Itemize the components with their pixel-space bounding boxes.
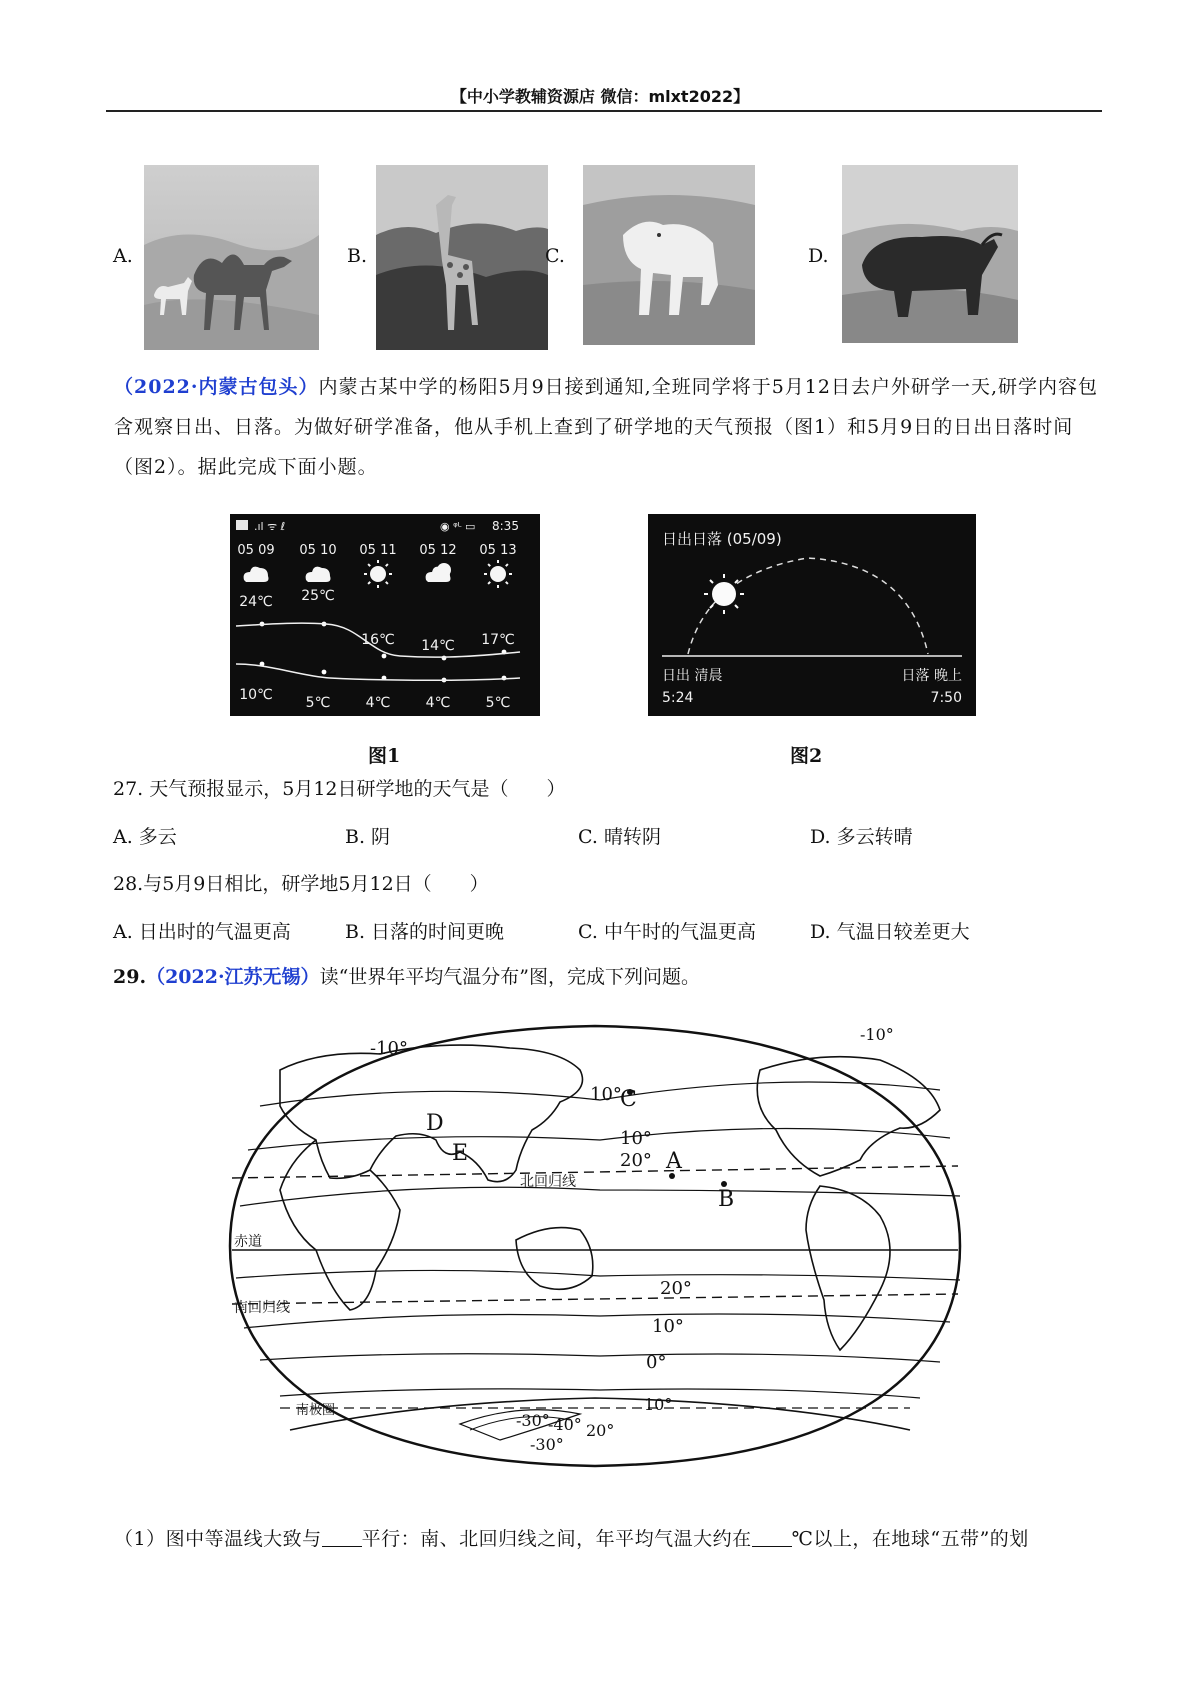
forecast-date: 05 13: [479, 543, 517, 558]
low-temp-curve: [236, 664, 520, 680]
q27-option-d: D. 多云转晴: [810, 826, 913, 848]
low-temp: 10℃: [239, 687, 273, 703]
intro-paragraph: [114, 367, 1099, 487]
q28-option-a: A. 日出时的气温更高: [113, 921, 291, 943]
figure1-caption: 图1: [368, 745, 401, 767]
yak-photo: [842, 165, 1018, 343]
q29-stem-line: [113, 962, 700, 989]
isotherm-label-8: 10°: [644, 1395, 673, 1414]
page-header: 【中小学教辅资源店 微信：mlxt2022】: [450, 87, 750, 106]
sunrise-time: 5:24: [662, 690, 694, 706]
q28-option-c: C. 中午时的气温更高: [578, 921, 756, 943]
svg-text:.ıl ᯤ ℓ: .ıl ᯤ ℓ: [254, 520, 286, 533]
sunrise-sunset-panel: [648, 514, 976, 716]
point-a-label: A: [666, 1149, 682, 1174]
giraffe-photo: [376, 165, 548, 350]
q27-option-b: B. 阴: [345, 826, 391, 848]
high-temp-marker: [382, 654, 387, 659]
intro-source: （2022·内蒙古包头）: [114, 376, 319, 398]
low-temp: 4℃: [425, 695, 451, 711]
option-a-label: A.: [113, 245, 133, 267]
figure2-caption: 图2: [790, 745, 823, 767]
weather-forecast-panel: [230, 514, 540, 716]
point-b-label: B: [718, 1187, 735, 1212]
isotherm-label-1: -10°: [370, 1038, 408, 1059]
status-time: 8:35: [492, 519, 519, 533]
forecast-date: 05 09: [237, 543, 275, 558]
forecast-date: 05 12: [419, 543, 457, 558]
point-e-label: E: [452, 1141, 469, 1166]
isotherm-label-7: 0°: [646, 1352, 667, 1373]
partly-cloudy-icon: [426, 563, 451, 582]
q28-stem: 28.与5月9日相比，研学地5月12日（ ）: [113, 873, 489, 895]
sub1-part1: （1）图中等温线大致与: [114, 1528, 322, 1550]
option-b-label: B.: [347, 245, 368, 267]
q29-stem: 读“世界年平均气温分布”图，完成下列问题。: [319, 966, 700, 988]
svg-text:◉ ᵠᴸ ▭: ◉ ᵠᴸ ▭: [440, 520, 476, 533]
option-d-label: D.: [808, 245, 829, 267]
answer-blank-1[interactable]: [322, 1530, 362, 1547]
low-temp: 5℃: [305, 695, 331, 711]
isotherm-label-3: 10°: [620, 1128, 652, 1149]
sunny-icon: [484, 560, 512, 588]
isotherm-label-2: 10°: [590, 1084, 622, 1105]
q27-stem: 27. 天气预报显示，5月12日研学地的天气是（ ）: [113, 778, 566, 800]
high-temp: 24℃: [239, 594, 273, 610]
high-temp-marker: [442, 656, 447, 661]
isotherm-label-6: 10°: [652, 1316, 684, 1337]
sun-icon: [704, 574, 744, 614]
option-c-label: C.: [545, 245, 565, 267]
point-d-label: D: [426, 1111, 444, 1136]
q29-source: （2022·江苏无锡）: [146, 966, 320, 988]
q27-option-c: C. 晴转阴: [578, 826, 661, 848]
high-temp: 16℃: [361, 632, 395, 648]
isotherm-label-4: 20°: [620, 1150, 652, 1171]
status-bar: [236, 519, 519, 533]
high-temp: 14℃: [421, 638, 455, 654]
camel-photo: [144, 165, 319, 350]
q27-option-a: A. 多云: [113, 826, 177, 848]
point-c-label: C: [620, 1087, 637, 1112]
isotherm-label-9: -30°: [516, 1411, 550, 1430]
sub1-part3: ℃以上，在地球“五带”的划: [791, 1528, 1029, 1550]
q29-number: 29.: [113, 966, 147, 988]
isotherm-label-10: -40°: [548, 1415, 582, 1434]
intro-text: 内蒙古某中学的杨阳5月9日接到通知,全班同学将于5月12日去户外研学一天,研学内容包含观察日出、日落。为做好研学准备，他从手机上查到了研学地的天气预报（图1）和5月9日的日出日落时间（图2）。据此完成下面小题。: [114, 376, 1099, 478]
answer-blank-2[interactable]: [752, 1530, 792, 1547]
forecast-date: 05 11: [359, 543, 397, 558]
sunny-icon: [364, 560, 392, 588]
high-temp: 17℃: [481, 632, 515, 648]
cloudy-icon: [244, 567, 269, 582]
isotherm-label-13: -10°: [860, 1025, 894, 1044]
sunset-label: 日落 晚上: [901, 668, 962, 684]
cloudy-icon: [306, 567, 331, 582]
sunset-time: 7:50: [930, 690, 962, 706]
q28-option-b: B. 日落的时间更晚: [345, 921, 505, 943]
low-temp: 5℃: [485, 695, 511, 711]
world-temperature-map: [220, 1010, 970, 1482]
high-temp: 25℃: [301, 588, 335, 604]
sub1-part2: 平行：南、北回归线之间，年平均气温大约在: [361, 1528, 752, 1550]
header-rule: [106, 110, 1102, 112]
isotherm-label-12: -30°: [530, 1435, 564, 1454]
sunrise-label: 日出 清晨: [662, 668, 723, 684]
isotherm-label-11: 20°: [586, 1421, 615, 1440]
q28-option-d: D. 气温日较差更大: [810, 921, 970, 943]
forecast-date: 05 10: [299, 543, 337, 558]
antarctic-label: 南极圈: [296, 1403, 336, 1418]
isotherm-label-5: 20°: [660, 1278, 692, 1299]
tropic-south-label: 南回归线: [234, 1300, 290, 1316]
sun-panel-title: 日出日落 (05/09): [662, 530, 782, 548]
low-temp-marker: [322, 670, 327, 675]
q29-sub1: [114, 1524, 1104, 1551]
tropic-north-label: 北回归线: [520, 1174, 576, 1190]
polar-bear-photo: [583, 165, 755, 345]
equator-label: 赤道: [234, 1234, 262, 1250]
low-temp: 4℃: [365, 695, 391, 711]
